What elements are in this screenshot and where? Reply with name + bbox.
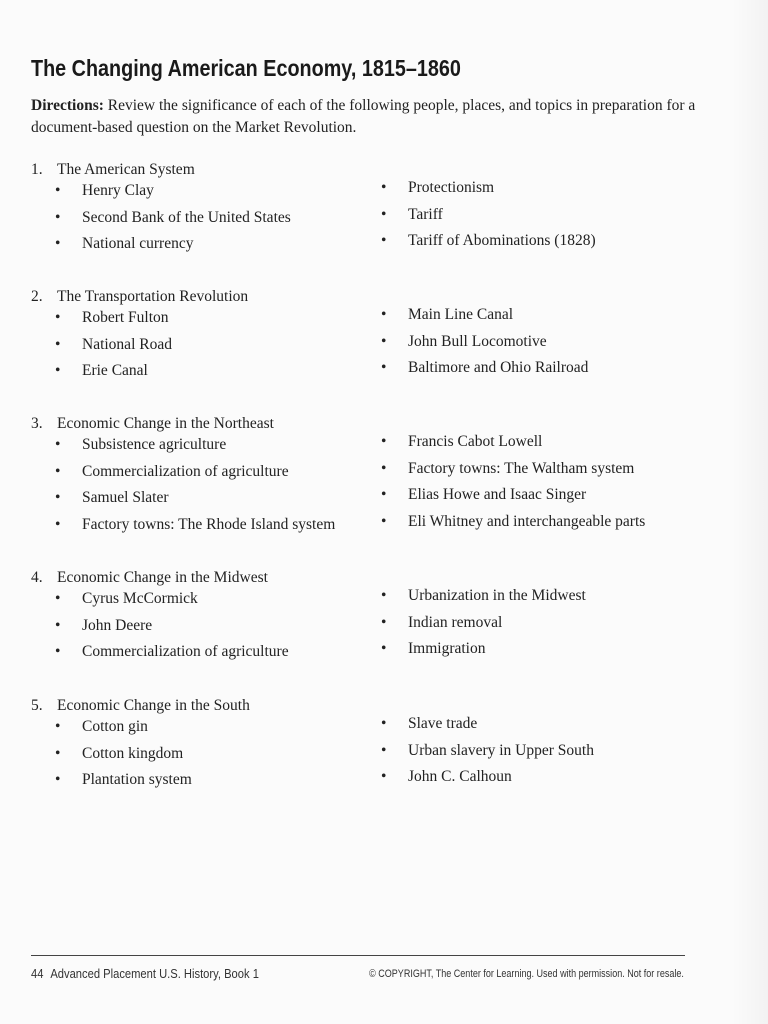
bullet-list-right bbox=[381, 587, 586, 667]
bullet-icon: • bbox=[381, 433, 387, 450]
bullet-icon: • bbox=[381, 613, 387, 631]
bullet-icon: • bbox=[55, 208, 61, 226]
list-item-text: Second Bank of the United States bbox=[82, 208, 291, 226]
bullet-icon: • bbox=[55, 462, 61, 480]
bullet-icon: • bbox=[381, 640, 387, 657]
bullet-icon: • bbox=[55, 643, 61, 660]
list-item bbox=[55, 617, 289, 644]
list-item bbox=[55, 516, 335, 543]
list-item bbox=[55, 745, 192, 772]
list-item-text: National Road bbox=[82, 335, 172, 353]
list-item bbox=[55, 235, 291, 262]
list-item bbox=[381, 587, 586, 614]
section-heading bbox=[31, 288, 248, 306]
list-item-text: Indian removal bbox=[408, 613, 503, 631]
list-item bbox=[55, 362, 172, 389]
list-item bbox=[381, 513, 645, 540]
bullet-icon: • bbox=[381, 332, 387, 350]
footer-book-info bbox=[31, 966, 259, 981]
bullet-icon: • bbox=[381, 179, 387, 196]
copyright-notice: © COPYRIGHT, The Center for Learning. Used with permission. Not for resale. bbox=[369, 968, 684, 980]
directions-label: Directions: bbox=[31, 97, 104, 114]
list-item bbox=[381, 614, 586, 641]
list-item-text: Henry Clay bbox=[82, 182, 154, 199]
bullet-icon: • bbox=[55, 335, 61, 353]
list-item bbox=[55, 590, 289, 617]
list-item-text: Cotton gin bbox=[82, 718, 148, 735]
section-heading-text: Economic Change in the Northeast bbox=[57, 415, 274, 432]
bullet-icon: • bbox=[381, 232, 387, 249]
list-item-text: Cyrus McCormick bbox=[82, 590, 198, 607]
bullet-list-right bbox=[381, 433, 645, 539]
bullet-icon: • bbox=[55, 309, 61, 326]
list-item bbox=[381, 232, 596, 259]
bullet-icon: • bbox=[381, 512, 387, 530]
bullet-icon: • bbox=[55, 590, 61, 607]
bullet-list-right bbox=[381, 306, 588, 386]
bullet-icon: • bbox=[55, 235, 61, 252]
list-item bbox=[55, 209, 291, 236]
section-heading-text: Economic Change in the Midwest bbox=[57, 569, 268, 586]
list-item-text: John Bull Locomotive bbox=[408, 332, 547, 350]
bullet-list-left bbox=[55, 718, 192, 798]
list-item-text: Eli Whitney and interchangeable parts bbox=[408, 512, 646, 530]
list-item bbox=[381, 359, 588, 386]
bullet-list-left bbox=[55, 182, 291, 262]
page-title: The Changing American Economy, 1815–1860 bbox=[31, 55, 461, 81]
bullet-icon: • bbox=[55, 771, 61, 788]
list-item bbox=[381, 206, 596, 233]
directions-paragraph bbox=[31, 95, 731, 139]
page-number: 44 bbox=[31, 966, 44, 981]
list-item-text: Urbanization in the Midwest bbox=[408, 587, 586, 604]
list-item bbox=[381, 460, 645, 487]
bullet-icon: • bbox=[381, 486, 387, 503]
list-item-text: Francis Cabot Lowell bbox=[408, 433, 543, 450]
list-item-text: National currency bbox=[82, 235, 194, 252]
list-item-text: Factory towns: The Rhode Island system bbox=[82, 515, 336, 533]
section-heading-text: The American System bbox=[57, 161, 195, 178]
list-item-text: John Deere bbox=[82, 616, 153, 634]
list-item-text: Subsistence agriculture bbox=[82, 436, 227, 453]
list-item-text: Robert Fulton bbox=[82, 309, 169, 326]
bullet-list-right bbox=[381, 715, 594, 795]
list-item-text: Plantation system bbox=[82, 771, 192, 788]
list-item bbox=[55, 771, 192, 798]
section-number: 5. bbox=[31, 697, 43, 714]
section-heading bbox=[31, 697, 250, 715]
list-item bbox=[55, 336, 172, 363]
list-item-text: Samuel Slater bbox=[82, 489, 169, 506]
list-item-text: Immigration bbox=[408, 640, 486, 657]
list-item bbox=[55, 718, 192, 745]
list-item-text: Elias Howe and Isaac Singer bbox=[408, 486, 587, 503]
list-item-text: Commercialization of agriculture bbox=[82, 643, 289, 660]
section-heading bbox=[31, 415, 274, 433]
bullet-icon: • bbox=[55, 616, 61, 634]
section-number: 2. bbox=[31, 288, 43, 305]
list-item bbox=[381, 179, 596, 206]
bullet-icon: • bbox=[381, 715, 387, 732]
book-title: Advanced Placement U.S. History, Book 1 bbox=[50, 966, 259, 981]
bullet-icon: • bbox=[55, 182, 61, 199]
list-item bbox=[381, 742, 594, 769]
page-edge-shadow bbox=[732, 0, 768, 1024]
bullet-list-left bbox=[55, 436, 335, 542]
list-item-text: Tariff bbox=[408, 205, 443, 223]
section-heading bbox=[31, 569, 268, 587]
section-heading-text: The Transportation Revolution bbox=[57, 288, 249, 305]
list-item-text: Slave trade bbox=[408, 715, 478, 732]
bullet-icon: • bbox=[55, 744, 61, 762]
bullet-icon: • bbox=[381, 459, 387, 477]
list-item bbox=[55, 182, 291, 209]
bullet-icon: • bbox=[55, 362, 61, 379]
list-item bbox=[55, 463, 335, 490]
bullet-icon: • bbox=[55, 436, 61, 453]
list-item-text: Protectionism bbox=[408, 179, 495, 196]
list-item bbox=[381, 486, 645, 513]
list-item-text: Baltimore and Ohio Railroad bbox=[408, 359, 589, 376]
bullet-icon: • bbox=[381, 587, 387, 604]
list-item bbox=[55, 489, 335, 516]
list-item bbox=[381, 306, 588, 333]
footer-divider bbox=[31, 955, 685, 956]
bullet-icon: • bbox=[55, 489, 61, 506]
bullet-icon: • bbox=[55, 515, 61, 533]
list-item bbox=[55, 436, 335, 463]
list-item bbox=[55, 643, 289, 670]
bullet-icon: • bbox=[381, 306, 387, 323]
bullet-list-left bbox=[55, 309, 172, 389]
list-item-text: Factory towns: The Waltham system bbox=[408, 459, 635, 477]
list-item-text: Tariff of Abominations (1828) bbox=[408, 232, 596, 249]
list-item-text: John C. Calhoun bbox=[408, 768, 512, 785]
section-heading bbox=[31, 161, 195, 179]
bullet-list-left bbox=[55, 590, 289, 670]
section-number: 3. bbox=[31, 415, 43, 432]
list-item bbox=[381, 640, 586, 667]
list-item-text: Urban slavery in Upper South bbox=[408, 741, 594, 759]
list-item bbox=[55, 309, 172, 336]
list-item-text: Cotton kingdom bbox=[82, 744, 184, 762]
list-item bbox=[381, 433, 645, 460]
bullet-icon: • bbox=[55, 718, 61, 735]
section-number: 1. bbox=[31, 161, 43, 178]
list-item bbox=[381, 333, 588, 360]
list-item bbox=[381, 715, 594, 742]
list-item-text: Main Line Canal bbox=[408, 306, 514, 323]
section-heading-text: Economic Change in the South bbox=[57, 697, 250, 714]
section-number: 4. bbox=[31, 569, 43, 586]
list-item-text: Commercialization of agriculture bbox=[82, 462, 289, 480]
bullet-icon: • bbox=[381, 359, 387, 376]
bullet-list-right bbox=[381, 179, 596, 259]
list-item bbox=[381, 768, 594, 795]
bullet-icon: • bbox=[381, 768, 387, 785]
bullet-icon: • bbox=[381, 741, 387, 759]
list-item-text: Erie Canal bbox=[82, 362, 148, 379]
bullet-icon: • bbox=[381, 205, 387, 223]
directions-text: Review the significance of each of the following people, places, and topics in preparation for a document-based question on the Market Revolution. bbox=[31, 97, 696, 136]
